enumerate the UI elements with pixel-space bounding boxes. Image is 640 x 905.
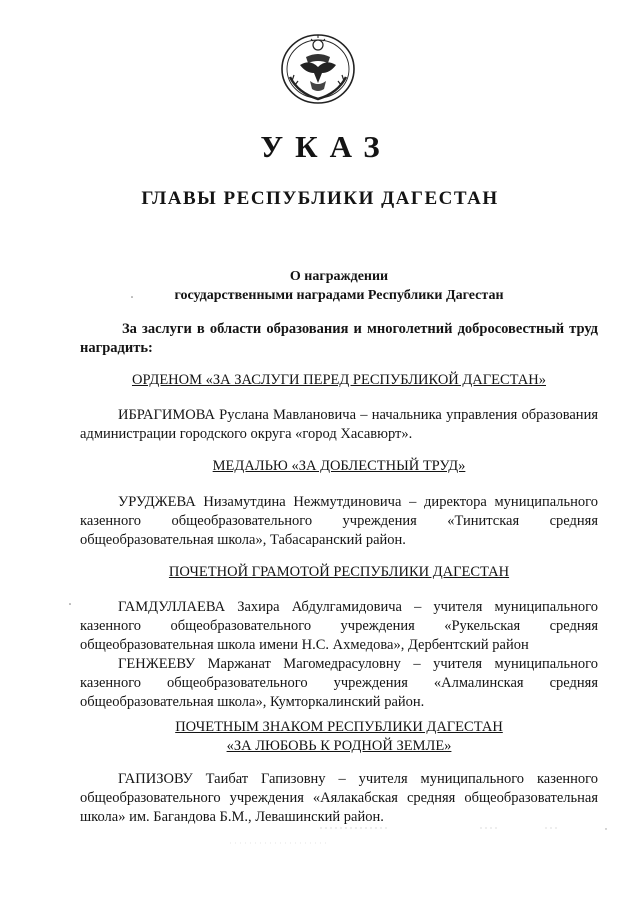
award-title-order: ОРДЕНОМ «ЗА ЗАСЛУГИ ПЕРЕД РЕСПУБЛИКОЙ ДАГЕСТАН» <box>131 372 546 388</box>
document-subtitle: ГЛАВЫ РЕСПУБЛИКИ ДАГЕСТАН <box>141 188 499 209</box>
award-title-medal: МЕДАЛЬЮ «ЗА ДОБЛЕСТНЫЙ ТРУД» <box>212 458 466 474</box>
awardee-paragraph: ИБРАГИМОВА Руслана Мавлановича – начальника управления образования администрации городского округа «город Хасавюрт». <box>80 407 598 442</box>
award-title-line-1: ПОЧЕТНЫМ ЗНАКОМ РЕСПУБЛИКИ ДАГЕСТАН <box>175 719 503 735</box>
award-title-certificate: ПОЧЕТНОЙ ГРАМОТОЙ РЕСПУБЛИКИ ДАГЕСТАН <box>168 564 510 580</box>
subject-line-2: государственными наградами Республики Дагестан <box>174 288 504 303</box>
awardee-paragraph: ГЕНЖЕЕВУ Маржанат Магомедрасуловну – учителя муниципального казенного общеобразовательного учреждения «Алмалинская средняя общеобразовательная школа», Кумторкалинский район. <box>80 656 598 710</box>
awardee-paragraph: УРУДЖЕВА Низамутдина Нежмутдиновича – директора муниципального казенного общеобразовательного учреждения «Тинитская средняя общеобразовательная школа», Табасаранский район. <box>80 494 598 548</box>
awardee-paragraph: ГАМДУЛЛАЕВА Захира Абдулгамидовича – учителя муниципального казенного общеобразовательного учреждения «Рукельская средняя общеобразовательная школа имени Н.С. Ахмедова», Дербентский район <box>80 599 598 653</box>
award-title-line-2: «ЗА ЛЮБОВЬ К РОДНОЙ ЗЕМЛЕ» <box>226 738 452 754</box>
document-title: УКАЗ <box>260 129 392 164</box>
decree-intro: За заслуги в области образования и многолетний добросовестный труд наградить: <box>80 321 598 356</box>
awardee-paragraph: ГАПИЗОВУ Таибат Гапизовну – учителя муниципального казенного общеобразовательного учреждения «Аялакабская средняя общеобразовательная школа» им. Багандова Б.М., Левашинский район. <box>80 771 598 825</box>
subject-line-1: О награждении <box>289 269 389 284</box>
